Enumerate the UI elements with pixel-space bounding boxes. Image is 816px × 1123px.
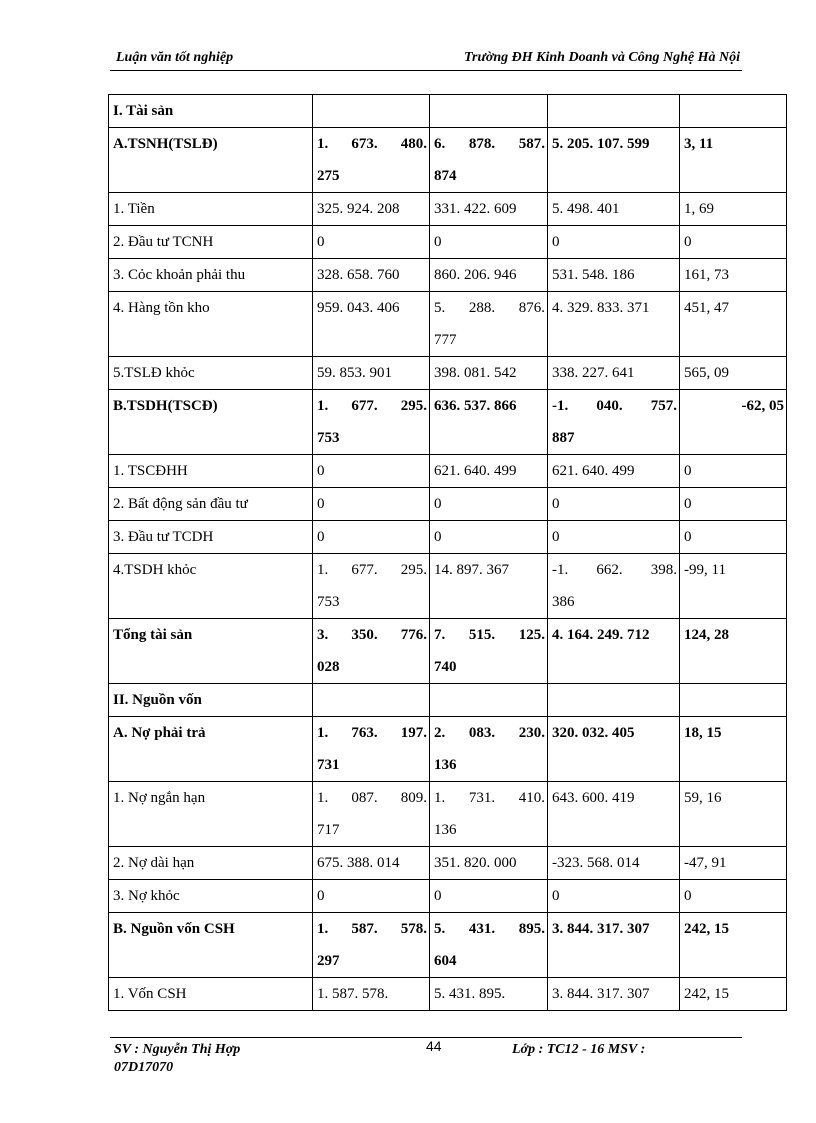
table-row xyxy=(109,292,787,357)
value-cell: 59. 853. 901 xyxy=(313,357,430,390)
value-cell: 0 xyxy=(430,488,548,521)
row-label-cell: 1. Vốn CSH xyxy=(109,978,313,1011)
value-cell: 0 xyxy=(313,880,430,913)
table-row xyxy=(109,488,787,521)
cell-line: 5. 431. 895. xyxy=(434,921,545,937)
row-label-cell: II. Nguồn vốn xyxy=(109,684,313,717)
value-cell: 621. 640. 499 xyxy=(548,455,680,488)
value-cell xyxy=(313,913,430,978)
row-label-cell: 3. Nợ khỏc xyxy=(109,880,313,913)
table-row xyxy=(109,128,787,193)
table-row xyxy=(109,455,787,488)
cell-line: 731 xyxy=(317,757,340,773)
table-row xyxy=(109,880,787,913)
value-cell: 1. 587. 578. xyxy=(313,978,430,1011)
cell-line: 604 xyxy=(434,953,457,969)
value-cell xyxy=(548,684,680,717)
row-label-cell: Tổng tài sản xyxy=(109,619,313,684)
value-cell: 959. 043. 406 xyxy=(313,292,430,357)
page-header xyxy=(110,48,742,70)
table-row xyxy=(109,226,787,259)
page-number: 44 xyxy=(426,1038,442,1054)
table-row xyxy=(109,913,787,978)
value-cell xyxy=(430,782,548,847)
value-cell xyxy=(313,684,430,717)
value-cell xyxy=(548,390,680,455)
cell-line: 1. 677. 295. xyxy=(317,398,427,414)
value-cell: 0 xyxy=(313,521,430,554)
table-row xyxy=(109,521,787,554)
table-row xyxy=(109,978,787,1011)
row-label-cell: B.TSDH(TSCĐ) xyxy=(109,390,313,455)
table-row xyxy=(109,95,787,128)
cell-line: 1. 763. 197. xyxy=(317,725,427,741)
value-cell: -323. 568. 014 xyxy=(548,847,680,880)
cell-line: -1. 662. 398. xyxy=(552,562,677,578)
value-cell: 0 xyxy=(680,521,787,554)
table-row xyxy=(109,847,787,880)
balance-sheet-body xyxy=(109,95,787,1011)
row-label-cell: A.TSNH(TSLĐ) xyxy=(109,128,313,193)
value-cell xyxy=(313,554,430,619)
value-cell: 320. 032. 405 xyxy=(548,717,680,782)
value-cell: 0 xyxy=(680,488,787,521)
value-cell xyxy=(680,95,787,128)
value-cell xyxy=(430,95,548,128)
row-label-cell: 4.TSDH khỏc xyxy=(109,554,313,619)
value-cell: 0 xyxy=(313,226,430,259)
row-label-cell: 2. Nợ dài hạn xyxy=(109,847,313,880)
cell-line: 3. 350. 776. xyxy=(317,627,427,643)
value-cell xyxy=(313,717,430,782)
value-cell xyxy=(313,619,430,684)
cell-line: 777 xyxy=(434,332,457,348)
value-cell: 3, 11 xyxy=(680,128,787,193)
cell-line: 028 xyxy=(317,659,340,675)
value-cell: 5. 205. 107. 599 xyxy=(548,128,680,193)
row-label-cell: B. Nguồn vốn CSH xyxy=(109,913,313,978)
value-cell: -62, 05 xyxy=(680,390,787,455)
cell-line: 275 xyxy=(317,168,340,184)
value-cell: 636. 537. 866 xyxy=(430,390,548,455)
value-cell: 328. 658. 760 xyxy=(313,259,430,292)
cell-line: 1. 677. 295. xyxy=(317,562,427,578)
value-cell: 0 xyxy=(313,455,430,488)
row-label-cell: A. Nợ phải trả xyxy=(109,717,313,782)
value-cell: 0 xyxy=(548,880,680,913)
row-label-cell: 1. TSCĐHH xyxy=(109,455,313,488)
value-cell: 5. 498. 401 xyxy=(548,193,680,226)
value-cell xyxy=(548,95,680,128)
value-cell: 0 xyxy=(430,226,548,259)
value-cell: 242, 15 xyxy=(680,913,787,978)
value-cell: 4. 329. 833. 371 xyxy=(548,292,680,357)
cell-line: 6. 878. 587. xyxy=(434,136,545,152)
value-cell: 0 xyxy=(680,880,787,913)
value-cell: 325. 924. 208 xyxy=(313,193,430,226)
value-cell: 331. 422. 609 xyxy=(430,193,548,226)
footer-student-name: SV : Nguyễn Thị Hợp xyxy=(114,1042,241,1057)
value-cell: -47, 91 xyxy=(680,847,787,880)
header-divider xyxy=(110,70,742,71)
cell-line: 1. 673. 480. xyxy=(317,136,427,152)
table-row xyxy=(109,390,787,455)
row-label-cell: 1. Tiền xyxy=(109,193,313,226)
value-cell: 3. 844. 317. 307 xyxy=(548,913,680,978)
value-cell: 0 xyxy=(430,521,548,554)
value-cell: 0 xyxy=(548,488,680,521)
header-university: Trường ĐH Kinh Doanh và Công Nghệ Hà Nội xyxy=(464,50,740,65)
value-cell: 565, 09 xyxy=(680,357,787,390)
value-cell: 0 xyxy=(313,488,430,521)
cell-line: 887 xyxy=(552,430,575,446)
value-cell xyxy=(430,913,548,978)
value-cell xyxy=(430,717,548,782)
cell-line: 1. 731. 410. xyxy=(434,790,545,806)
cell-line: 7. 515. 125. xyxy=(434,627,545,643)
value-cell: 338. 227. 641 xyxy=(548,357,680,390)
header-thesis-title: Luận văn tốt nghiệp xyxy=(116,50,234,65)
value-cell xyxy=(430,128,548,193)
cell-line: 2. 083. 230. xyxy=(434,725,545,741)
value-cell: 0 xyxy=(680,455,787,488)
value-cell xyxy=(313,782,430,847)
table-row xyxy=(109,193,787,226)
value-cell xyxy=(313,128,430,193)
row-label-cell: 4. Hàng tồn kho xyxy=(109,292,313,357)
value-cell: 0 xyxy=(680,226,787,259)
value-cell: 398. 081. 542 xyxy=(430,357,548,390)
value-cell: 621. 640. 499 xyxy=(430,455,548,488)
table-row xyxy=(109,357,787,390)
row-label-cell: 2. Bất động sản đầu tư xyxy=(109,488,313,521)
row-label-cell: 3. Cỏc khoản phải thu xyxy=(109,259,313,292)
row-label-cell: 1. Nợ ngắn hạn xyxy=(109,782,313,847)
value-cell: 0 xyxy=(548,521,680,554)
value-cell xyxy=(548,554,680,619)
footer-class-info: Lớp : TC12 - 16 MSV : xyxy=(512,1042,646,1057)
value-cell: 59, 16 xyxy=(680,782,787,847)
cell-line: 874 xyxy=(434,168,457,184)
cell-line: 136 xyxy=(434,822,457,838)
table-row xyxy=(109,684,787,717)
value-cell: 675. 388. 014 xyxy=(313,847,430,880)
value-cell: 161, 73 xyxy=(680,259,787,292)
value-cell: -99, 11 xyxy=(680,554,787,619)
value-cell xyxy=(680,684,787,717)
value-cell: 0 xyxy=(430,880,548,913)
cell-line: 136 xyxy=(434,757,457,773)
value-cell: 5. 431. 895. xyxy=(430,978,548,1011)
row-label-cell: I. Tài sản xyxy=(109,95,313,128)
value-cell: 1, 69 xyxy=(680,193,787,226)
value-cell xyxy=(430,292,548,357)
value-cell: 531. 548. 186 xyxy=(548,259,680,292)
value-cell: 3. 844. 317. 307 xyxy=(548,978,680,1011)
cell-line: 753 xyxy=(317,430,340,446)
table-row xyxy=(109,782,787,847)
footer-student-id: 07D17070 xyxy=(114,1060,174,1075)
value-cell: 18, 15 xyxy=(680,717,787,782)
value-cell: 4. 164. 249. 712 xyxy=(548,619,680,684)
cell-line: 1. 087. 809. xyxy=(317,790,427,806)
value-cell: 124, 28 xyxy=(680,619,787,684)
value-cell: 0 xyxy=(548,226,680,259)
row-label-cell: 3. Đầu tư TCDH xyxy=(109,521,313,554)
value-cell xyxy=(430,684,548,717)
cell-line: 753 xyxy=(317,594,340,610)
value-cell: 860. 206. 946 xyxy=(430,259,548,292)
table-row xyxy=(109,259,787,292)
balance-sheet-table xyxy=(108,94,787,1011)
cell-line: -1. 040. 757. xyxy=(552,398,677,414)
value-cell xyxy=(313,95,430,128)
cell-line: 717 xyxy=(317,822,340,838)
cell-line: 1. 587. 578. xyxy=(317,921,427,937)
table-row xyxy=(109,619,787,684)
value-cell: 242, 15 xyxy=(680,978,787,1011)
value-cell xyxy=(313,390,430,455)
value-cell: 351. 820. 000 xyxy=(430,847,548,880)
row-label-cell: 5.TSLĐ khỏc xyxy=(109,357,313,390)
cell-line: 386 xyxy=(552,594,575,610)
table-row xyxy=(109,554,787,619)
row-label-cell: 2. Đầu tư TCNH xyxy=(109,226,313,259)
table-row xyxy=(109,717,787,782)
value-cell: 451, 47 xyxy=(680,292,787,357)
value-cell xyxy=(430,619,548,684)
cell-line: 5. 288. 876. xyxy=(434,300,545,316)
value-cell: 643. 600. 419 xyxy=(548,782,680,847)
cell-line: 297 xyxy=(317,953,340,969)
cell-line: 740 xyxy=(434,659,457,675)
value-cell: 14. 897. 367 xyxy=(430,554,548,619)
